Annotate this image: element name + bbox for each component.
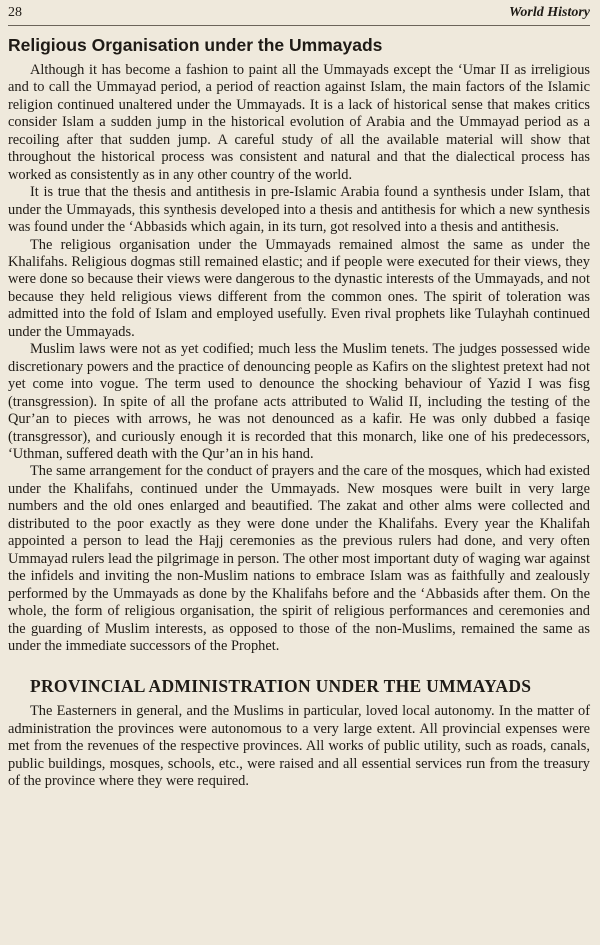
section-paragraph-1: Although it has become a fashion to paint all the Ummayads except the ‘Umar II as irreligious and to call the Ummayad period, a period of reaction against Islam, the main factors of the Islamic religion continued unaltered under the Ummayads. It is a lack of historical sense that makes critics consider Islam a sudden jump in the historical evolution of Arabia and the Ummayad period as a recoiling after that sudden jump. A careful study of all the available material will show that throughout the historical process was consistent and natural and that the dialectical process has worked as consistently as in any other country of the world. bbox=[8, 62, 590, 183]
chapter-paragraph-1: The Easterners in general, and the Muslims in particular, loved local autonomy. In the matter of administration the provinces were autonomous to a very large extent. All provincial expenses were met from the revenues of the respective provinces. All works of public utility, such as roads, canals, public buildings, mosques, schools, etc., were raised and all essential services run from the treasury of the province where they were required. bbox=[8, 703, 590, 790]
chapter-heading: PROVINCIAL ADMINISTRATION UNDER THE UMMAYADS bbox=[30, 676, 532, 697]
section-heading: Religious Organisation under the Ummayads bbox=[8, 35, 383, 55]
page-number: 28 bbox=[8, 5, 22, 20]
running-head bbox=[8, 4, 590, 26]
section-paragraph-2: It is true that the thesis and antithesis in pre-Islamic Arabia found a synthesis under Islam, that under the Ummayads, this synthesis developed into a thesis and antithesis for which a new synthesis was found under the ‘Abbasids which again, in its turn, got resolved into a thesis and antithesis. bbox=[8, 184, 590, 236]
section-paragraph-3: The religious organisation under the Ummayads remained almost the same as under the Khalifahs. Religious dogmas still remained elastic; and if people were executed for their views, they were done so because their views were dangerous to the dynastic interests of the Ummayads, and not because they held religious views different from the common ones. The spirit of toleration was admitted into the fold of Islam and employed usefully. Even rival prophets like Tulayhah continued under the Ummayads. bbox=[8, 236, 590, 340]
section-paragraph-5: The same arrangement for the conduct of prayers and the care of the mosques, which had existed under the Khalifahs, continued under the Ummayads. New mosques were built in very large numbers and the old ones enlarged and beautified. The zakat and other alms were collected and distributed to the poor exactly as they were done under the Khalifahs. Every year the Khalifah appointed a person to lead the Hajj ceremonies as the previous rulers had done, and very often Ummayad rulers lead the pilgrimage in person. The other most important duty of waging war against the infidels and inviting the non-Muslim nations to embrace Islam was as faithfully and zealously performed by the Ummayads as done by the Khalifahs before and the ‘Abbasids after them. On the whole, the form of religious organisation, the spirit of religious performances and ceremonies and the guarding of Muslim interests, as opposed to those of the non-Muslims, remained the same as under the immediate successors of the Prophet. bbox=[8, 463, 590, 654]
book-title: World History bbox=[508, 5, 590, 20]
section-paragraph-4: Muslim laws were not as yet codified; much less the Muslim tenets. The judges possessed wide discretionary powers and the practice of denouncing people as Kafirs on the slightest pretext had not yet come into vogue. The term used to denounce the shocking behaviour of Yazid I was fisg (transgression). In spite of all the profane acts attributed to Walid II, including the testing of the Qur’an to pieces with arrows, he was not denounced as a kafir. He was only dubbed a fasiqe (transgressor), and curiously enough it is recorded that this monarch, like one of his predecessors, ‘Uthman, suffered death with the Qur’an in his hand. bbox=[8, 341, 590, 462]
